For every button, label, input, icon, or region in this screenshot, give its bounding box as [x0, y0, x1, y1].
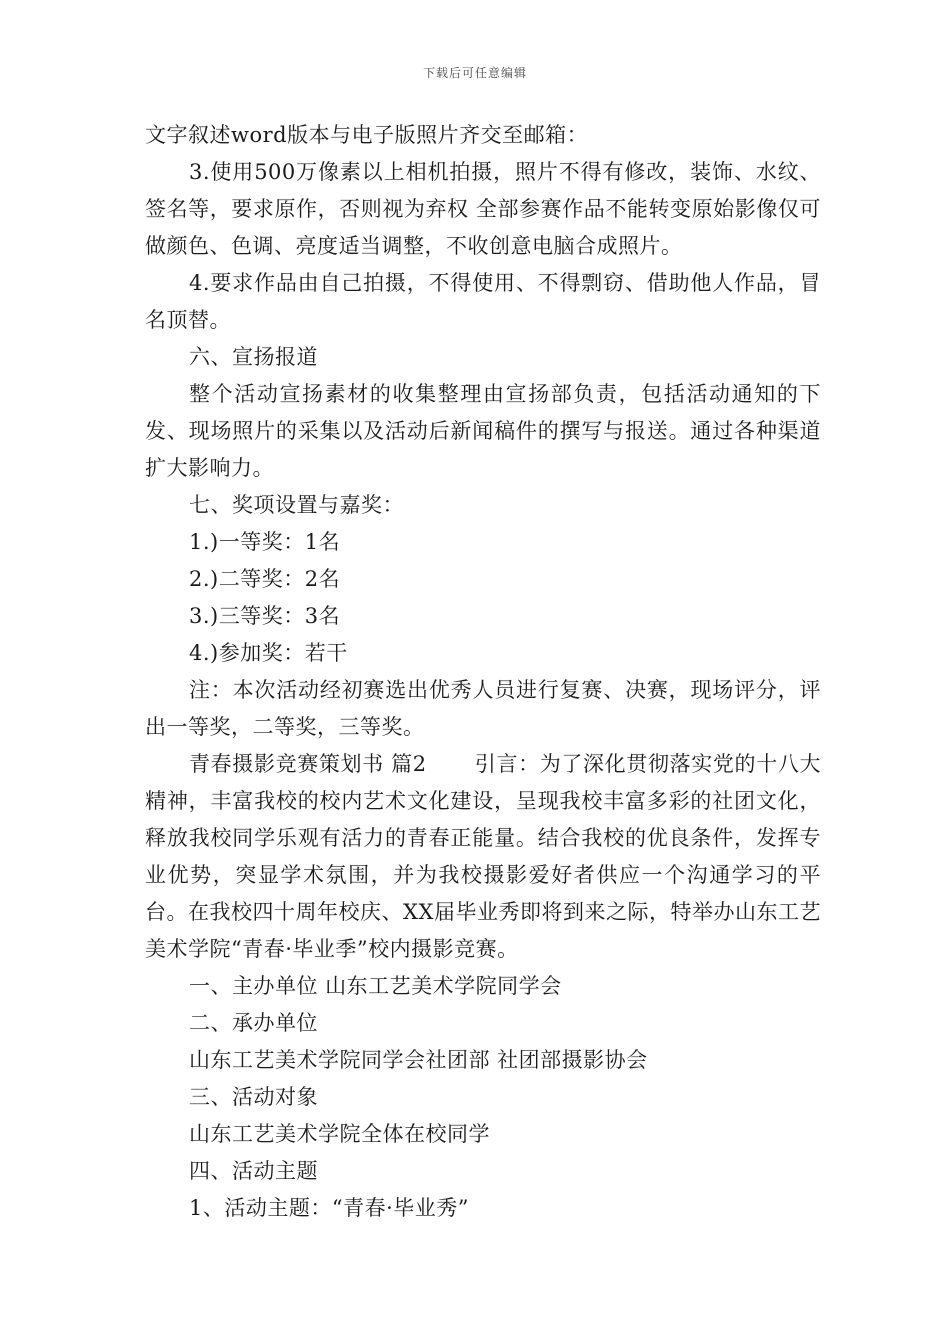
paragraph-note: 注：本次活动经初赛选出优秀人员进行复赛、决赛，现场评分，评出一等奖，二等奖，三等奖。: [145, 678, 821, 739]
paragraph-rule-4: 4.要求作品由自己拍摄，不得使用、不得剽窃、借助他人作品，冒名顶替。: [145, 271, 821, 332]
section-heading-theme: 四、活动主题: [189, 1159, 318, 1183]
paragraph-rule-3: 3.使用500万像素以上相机拍摄，照片不得有修改，装饰、水纹、签名等，要求原作，否则视为弃权 全部参赛作品不能转变原始影像仅可做颜色、色调、亮度适当调整，不收创意电脑合成照片。: [145, 160, 821, 258]
paragraph-publicity: 整个活动宣扬素材的收集整理由宣扬部负责，包括活动通知的下发、现场照片的采集以及活动后新闻稿件的撰写与报送。通过各种渠道扩大影响力。: [145, 382, 821, 480]
award-item-first: 1.)一等奖：1名: [189, 530, 341, 554]
section-heading-publicity: 六、宣扬报道: [189, 345, 318, 369]
theme-text: 1、活动主题：“青春·毕业秀”: [189, 1196, 470, 1220]
award-item-third: 3.)三等奖：3名: [189, 604, 341, 628]
section-heading-organizer: 二、承办单位: [189, 1011, 318, 1035]
paragraph-submission: 文字叙述word版本与电子版照片齐交至邮箱：: [145, 123, 589, 147]
organizer-text: 山东工艺美术学院同学会社团部 社团部摄影协会: [189, 1048, 648, 1072]
page-header: 下载后可任意编辑: [422, 66, 527, 80]
award-item-participation: 4.)参加奖：若干: [189, 641, 348, 665]
article-title: 青春摄影竞赛策划书 篇2: [189, 752, 427, 776]
award-item-second: 2.)二等奖：2名: [189, 567, 341, 591]
introduction-text: 引言：为了深化贯彻落实党的十八大精神，丰富我校的校内艺术文化建设，呈现我校丰富多彩的社团文化，释放我校同学乐观有活力的青春正能量。结合我校的优良条件，发挥专业优势，突显学术氛围，并为我校摄影爱好者供应一个沟通学习的平台。在我校四十周年校庆、XX届毕业秀即将到来之际，特举办山东工艺美术学院“青春·毕业季”校内摄影竞赛。: [145, 752, 821, 961]
section-heading-awards: 七、奖项设置与嘉奖：: [189, 493, 404, 517]
audience-text: 山东工艺美术学院全体在校同学: [189, 1122, 490, 1146]
section-heading-host: 一、主办单位 山东工艺美术学院同学会: [189, 974, 562, 998]
section-heading-audience: 三、活动对象: [189, 1085, 318, 1109]
paragraph-introduction: [145, 746, 821, 968]
document-body: [145, 117, 821, 1227]
